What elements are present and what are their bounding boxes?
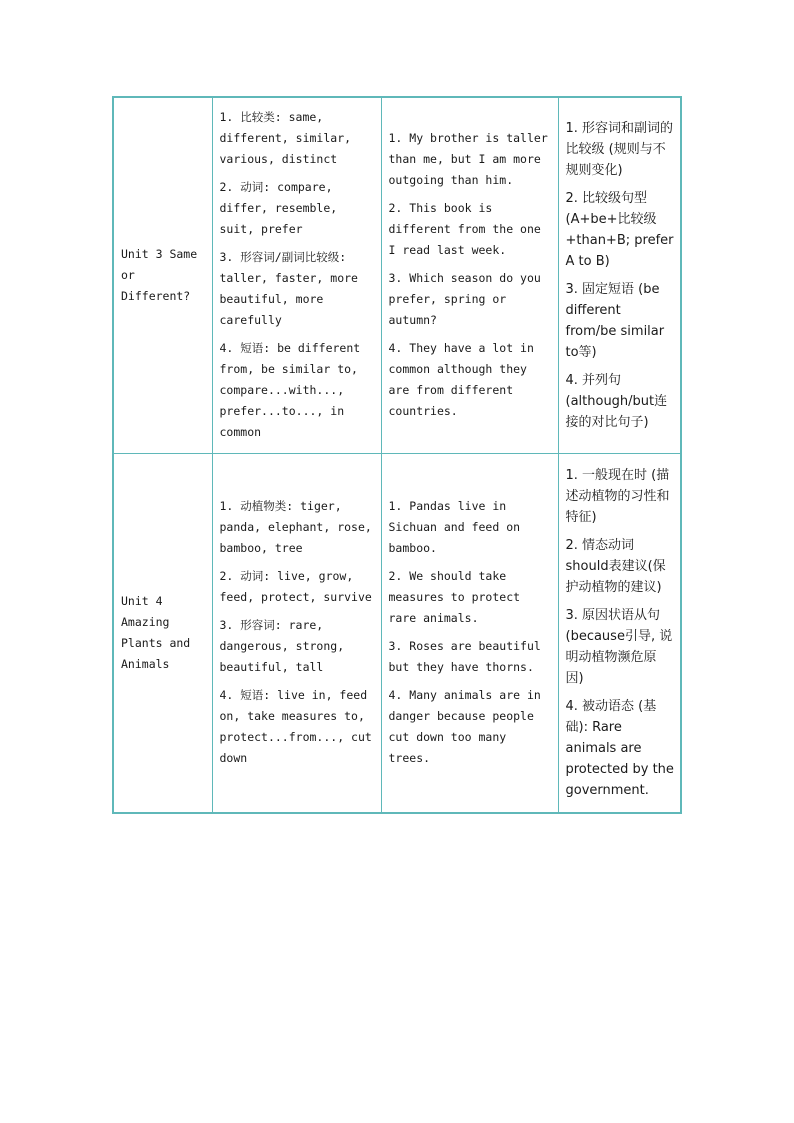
grammar-item: 4. 被动语态 (基础): Rare animals are protected by the government. bbox=[565, 698, 674, 798]
grammar-item: 3. 原因状语从句 (because引导, 说明动植物濒危原因) bbox=[565, 607, 673, 686]
grammar-item: 2. 比较级句型 (A+be+比较级+than+B; prefer A to B) bbox=[565, 190, 674, 269]
sentences-cell bbox=[381, 453, 558, 813]
sentences-cell bbox=[381, 97, 558, 453]
vocabulary-item: 4. 短语: live in, feed on, take measures to, protect...from..., cut down bbox=[219, 688, 372, 766]
vocabulary-item: 3. 形容词/副词比较级: taller, faster, more beautiful, more carefully bbox=[219, 250, 358, 328]
unit-title-cell bbox=[113, 453, 212, 813]
sentence-item: 1. Pandas live in Sichuan and feed on bamboo. bbox=[388, 499, 521, 556]
table-row-unit-4 bbox=[113, 453, 681, 813]
vocabulary-item: 2. 动词: compare, differ, resemble, suit, prefer bbox=[219, 180, 338, 237]
unit-title: Unit 4 Amazing Plants and Animals bbox=[121, 593, 191, 671]
sentence-item: 3. Roses are beautiful but they have thorns. bbox=[388, 639, 541, 675]
sentence-item: 2. We should take measures to protect rare animals. bbox=[388, 569, 521, 626]
vocabulary-item: 3. 形容词: rare, dangerous, strong, beautiful, tall bbox=[219, 618, 345, 675]
grammar-item: 2. 情态动词should表建议(保护动植物的建议) bbox=[565, 537, 666, 595]
grammar-cell bbox=[558, 97, 681, 453]
grammar-item: 4. 并列句 (although/but连接的对比句子) bbox=[565, 372, 668, 430]
grammar-cell bbox=[558, 453, 681, 813]
vocabulary-cell bbox=[212, 97, 381, 453]
grammar-item: 1. 一般现在时 (描述动植物的习性和特征) bbox=[565, 467, 670, 525]
vocabulary-item: 1. 比较类: same, different, similar, various, distinct bbox=[219, 110, 352, 167]
grammar-item: 1. 形容词和副词的比较级 (规则与不规则变化) bbox=[565, 120, 674, 178]
table-row-unit-3 bbox=[113, 97, 681, 453]
unit-summary-table bbox=[112, 96, 682, 814]
sentence-item: 1. My brother is taller than me, but I am more outgoing than him. bbox=[388, 131, 548, 188]
vocabulary-item: 4. 短语: be different from, be similar to, compare...with..., prefer...to..., in common bbox=[219, 341, 361, 440]
sentence-item: 4. They have a lot in common although they are from different countries. bbox=[388, 341, 534, 419]
sentence-item: 4. Many animals are in danger because people cut down too many trees. bbox=[388, 688, 541, 766]
sentence-item: 3. Which season do you prefer, spring or autumn? bbox=[388, 271, 541, 328]
sentence-item: 2. This book is different from the one I read last week. bbox=[388, 201, 541, 258]
unit-title: Unit 3 Same or Different? bbox=[121, 246, 198, 303]
grammar-item: 3. 固定短语 (be different from/be similar to等) bbox=[565, 281, 665, 360]
vocabulary-item: 2. 动词: live, grow, feed, protect, survive bbox=[219, 569, 372, 605]
vocabulary-cell bbox=[212, 453, 381, 813]
vocabulary-item: 1. 动植物类: tiger, panda, elephant, rose, bamboo, tree bbox=[219, 499, 372, 556]
unit-title-cell bbox=[113, 97, 212, 453]
